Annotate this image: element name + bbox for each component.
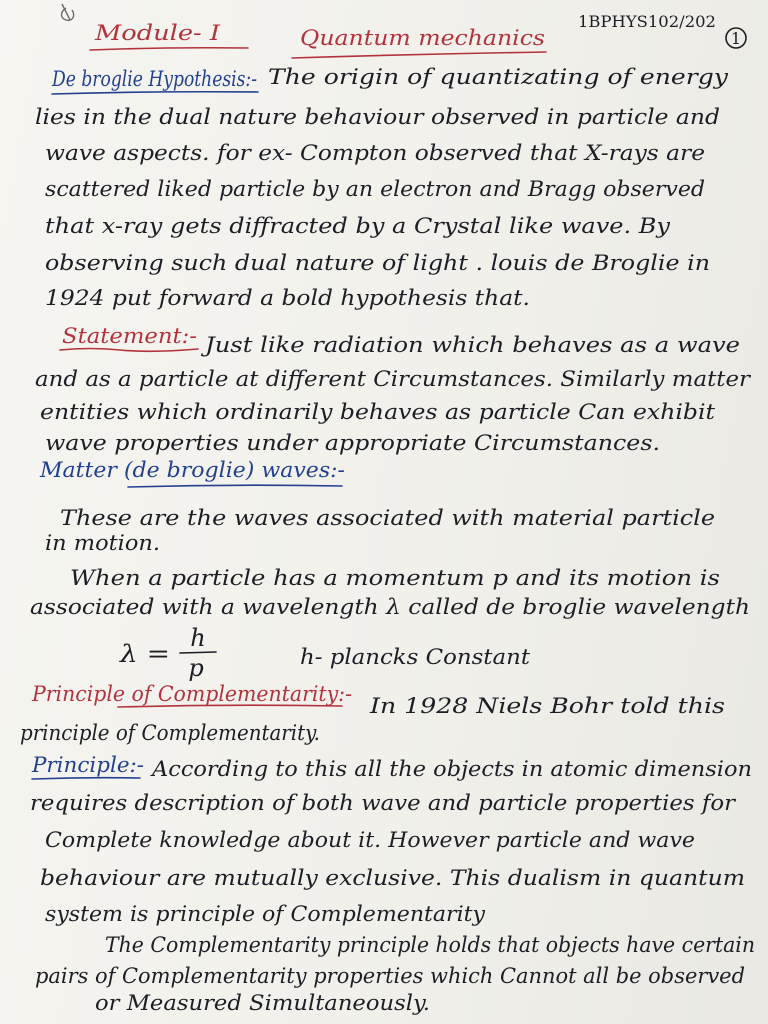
- formula-lhs: λ =: [118, 640, 170, 668]
- matter-waves-heading: Matter (de broglie) waves:-: [38, 458, 346, 482]
- text-line: When a particle has a momentum p and its motion is: [70, 566, 721, 590]
- principle-heading: Principle:-: [30, 753, 145, 777]
- text-line: wave properties under appropriate Circumstances.: [45, 431, 660, 455]
- text-line: 1924 put forward a bold hypothesis that.: [45, 286, 530, 310]
- text-line: principle of Complementarity.: [20, 721, 320, 745]
- text-line: associated with a wavelength λ called de broglie wavelength: [30, 595, 750, 619]
- text-line: pairs of Complementarity properties which Cannot all be observed: [35, 964, 745, 988]
- text-line: scattered liked particle by an electron and Bragg observed: [45, 177, 705, 201]
- text-line: requires description of both wave and particle properties for: [30, 791, 738, 815]
- text-line: that x-ray gets diffracted by a Crystal like wave. By: [45, 214, 672, 238]
- matter-waves-underline: [128, 485, 342, 487]
- formula-denominator: p: [188, 654, 204, 682]
- pin-icon: [62, 4, 74, 20]
- text-line: According to this all the objects in atomic dimension: [149, 757, 753, 781]
- de-broglie-formula: [119, 624, 531, 682]
- text-line: Just like radiation which behaves as a wave: [200, 333, 741, 357]
- principle-underline: [32, 778, 140, 779]
- text-line: The Complementarity principle holds that objects have certain: [105, 933, 755, 957]
- text-line: Complete knowledge about it. However particle and wave: [45, 828, 695, 852]
- module-title: Module- I: [93, 21, 221, 45]
- de-broglie-underline: [52, 92, 258, 94]
- topic-title: Quantum mechanics: [300, 26, 546, 50]
- formula-numerator: h: [190, 624, 206, 652]
- text-line: behaviour are mutually exclusive. This dualism in quantum: [40, 866, 745, 890]
- text-line: The origin of quantizating of energy: [268, 65, 730, 89]
- text-line: and as a particle at different Circumstances. Similarly matter: [35, 367, 753, 391]
- text-line: or Measured Simultaneously.: [95, 991, 430, 1015]
- course-code: 1BPHYS102/202: [578, 12, 716, 31]
- text-line: system is principle of Complementarity: [45, 902, 487, 926]
- complementarity-underline: [118, 705, 342, 707]
- topic-underline: [292, 52, 546, 58]
- fraction-bar: [180, 652, 216, 653]
- page-number: 1: [730, 29, 742, 48]
- statement-heading: Statement:-: [62, 324, 197, 348]
- text-line: entities which ordinarily behaves as particle Can exhibit: [40, 400, 716, 424]
- statement-underline: [60, 349, 198, 352]
- complementarity-heading: Principle of Complementarity:-: [31, 682, 353, 706]
- text-line: in motion.: [45, 531, 160, 555]
- text-line: lies in the dual nature behaviour observed in particle and: [35, 105, 720, 129]
- text-line: observing such dual nature of light . louis de Broglie in: [45, 251, 710, 275]
- de-broglie-heading: De broglie Hypothesis:-: [51, 67, 258, 91]
- text-line: These are the waves associated with material particle: [60, 506, 715, 530]
- text-line: wave aspects. for ex- Compton observed that X-rays are: [45, 141, 705, 165]
- formula-note: h- plancks Constant: [300, 645, 531, 669]
- module-underline: [90, 48, 248, 50]
- text-line: In 1928 Niels Bohr told this: [368, 694, 726, 718]
